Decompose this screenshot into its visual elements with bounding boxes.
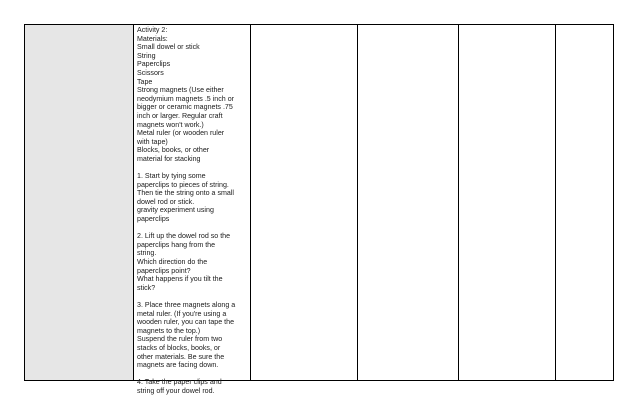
- text-line: string.: [137, 249, 157, 258]
- lesson-table: [24, 24, 614, 395]
- text-line: What happens if you tilt the: [137, 275, 223, 284]
- activity-2-text: [137, 26, 248, 396]
- text-line: magnets won't work.): [137, 120, 204, 129]
- text-line: inch or larger. Regular craft: [137, 111, 223, 120]
- text-line: Suspend the ruler from two: [137, 335, 223, 344]
- text-line: [137, 164, 248, 173]
- text-line: 3. Place three magnets along a: [137, 301, 236, 309]
- text-line: paperclips: [137, 215, 170, 224]
- text-line: [137, 292, 248, 301]
- text-line: Which direction do the: [137, 258, 208, 267]
- text-line: gravity experiment using: [137, 206, 214, 215]
- text-line: [137, 224, 248, 233]
- text-line: 4. Take the paper clips and: [137, 378, 222, 387]
- text-line: neodymium magnets .5 inch or: [137, 94, 234, 103]
- text-line: other materials. Be sure the: [137, 352, 225, 361]
- text-line: Materials:: [137, 34, 168, 43]
- text-line: Then tie the string onto a small: [137, 189, 234, 198]
- text-line: paperclips hang from the: [137, 240, 216, 249]
- text-line: stick?: [137, 283, 156, 292]
- shaded-label-column: [24, 25, 133, 380]
- text-line: wooden ruler, you can tape the: [137, 318, 235, 327]
- text-line: material for stacking: [137, 154, 201, 163]
- text-line: Activity 2:: [137, 26, 168, 34]
- text-line: magnets to the top.): [137, 326, 201, 335]
- text-line: with tape): [137, 137, 168, 146]
- text-line: String: [137, 51, 156, 60]
- text-line: Blocks, books, or other: [137, 146, 210, 155]
- text-line: dowel rod or stick.: [137, 197, 195, 206]
- text-line: paperclips to pieces of string.: [137, 180, 229, 189]
- text-line: magnets are facing down.: [137, 361, 219, 370]
- text-line: 2. Lift up the dowel rod so the: [137, 232, 231, 241]
- empty-column: [555, 25, 614, 380]
- empty-column: [357, 25, 458, 380]
- text-line: 1. Start by tying some: [137, 172, 206, 181]
- text-line: [137, 370, 248, 379]
- text-line: Tape: [137, 77, 153, 86]
- text-line: Strong magnets (Use either: [137, 86, 224, 95]
- text-line: Small dowel or stick: [137, 43, 200, 52]
- empty-column: [250, 25, 357, 380]
- text-line: string off your dowel rod.: [137, 386, 215, 395]
- text-line: bigger or ceramic magnets .75: [137, 103, 233, 112]
- text-line: stacks of blocks, books, or: [137, 343, 221, 352]
- activity-column: [133, 25, 250, 395]
- text-line: paperclips point?: [137, 266, 191, 275]
- text-line: metal ruler. (If you're using a: [137, 309, 227, 318]
- empty-column: [458, 25, 555, 380]
- text-line: Metal ruler (or wooden ruler: [137, 129, 225, 138]
- text-line: Paperclips: [137, 60, 171, 69]
- text-line: Scissors: [137, 68, 164, 77]
